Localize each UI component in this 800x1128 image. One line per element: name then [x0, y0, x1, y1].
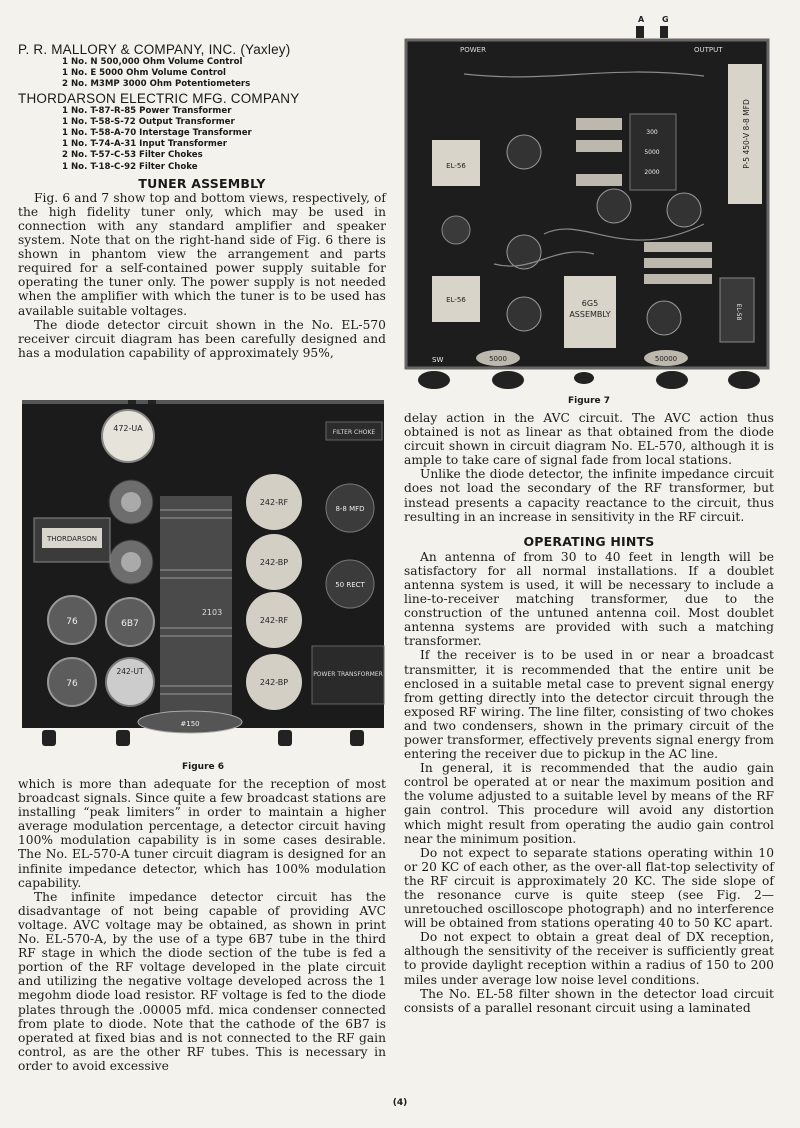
parts-item: 1 No. T-58-S-72 Output Transformer: [62, 116, 235, 127]
fig6-capacitor-label: 8-8 MFD: [335, 505, 365, 513]
fig6-tube-242ut: 242-UT: [116, 667, 144, 676]
parts-item: 1 No. T-87-R-85 Power Transformer: [62, 105, 232, 116]
fig6-can-3: 242-RF: [259, 616, 289, 625]
fig7-switch-label: SW: [432, 356, 444, 364]
fig6-can-2: 242-BP: [259, 558, 289, 567]
fig6-filter-choke-label: FILTER CHOKE: [332, 429, 376, 436]
fig7-terminal-g: G: [662, 15, 669, 24]
fig6-can-1: 242-RF: [259, 498, 289, 507]
right-paragraph-4: If the receiver is to be used in or near a broadcast transmitter, it is recommended that the entire unit be enclosed in a suitable metal case to prevent signal energy from getting directly into the detector circuit through the exposed RF wiring. The line filter, consisting of two chokes and two condensers, shown in the primary circuit of the power transformer, effectively prevents signal energy from entering the receiver due to pickup in the AC line.: [404, 648, 774, 762]
mallory-heading: P. R. MALLORY & COMPANY, INC. (Yaxley): [18, 42, 291, 57]
left-paragraph-1: which is more than adequate for the reception of most broadcast signals. Since quite a few broadcast stations are installing “peak limiters” in order to maintain a higher average modulation percentage, a detector circuit having 100% modulation capability is in some cases desirable. The No. EL-570-A tuner circuit diagram is designed for an infinite impedance detector, which has 100% modulation capability.: [18, 777, 386, 890]
figure-7-caption: Figure 7: [567, 396, 611, 406]
right-paragraph-1: delay action in the AVC circuit. The AVC action thus obtained is not as linear as that obtained from the diode circuit shown in circuit diagram No. EL-570, although it is ample to take care of signal fade from local stations.: [404, 411, 774, 468]
parts-item: 1 No. N 500,000 Ohm Volume Control: [62, 57, 243, 67]
fig6-tube-76a: 76: [66, 617, 78, 627]
fig7-pot-50000: 50000: [654, 355, 678, 363]
right-column: [404, 411, 774, 1015]
right-paragraph-7: Do not expect to obtain a great deal of DX reception, although the sensitivity of the receiver is sufficiently great to provide daylight reception within a radius of 150 to 200 miles under average low noise level conditions.: [404, 930, 774, 987]
fig6-rectifier-label: 50 RECT: [335, 581, 365, 589]
figure-7-photo: [404, 14, 774, 394]
left-bottom-column: [18, 777, 386, 1073]
fig6-thordarson-label: THORDARSON: [46, 535, 98, 543]
tuner-paragraph-1: Fig. 6 and 7 show top and bottom views, respectively, of the high fidelity tuner only, which may be used in connection with any standard amplifier and speaker system. Note that on the right-hand side of Fig. 6 there is shown in phantom view the arrangement and parts required for a self-contained power supply suitable for operating the tuner only. The power supply is not needed when the amplifier with which the tuner is to be used has available suitable voltages.: [18, 190, 386, 318]
fig7-res-300: 300: [646, 129, 658, 136]
fig7-el58-label: EL-58: [735, 303, 742, 321]
page-number: (4): [392, 1098, 408, 1108]
fig7-pot-5000: 5000: [489, 355, 507, 363]
operating-hints-heading: OPERATING HINTS: [523, 533, 655, 549]
parts-item: 1 No. T-18-C-92 Filter Choke: [62, 161, 198, 172]
fig7-output-label: OUTPUT: [694, 46, 723, 54]
parts-item: 1 No. T-74-A-31 Input Transformer: [62, 139, 227, 150]
fig6-can-4: 242-BP: [259, 678, 289, 687]
right-paragraph-5: In general, it is recommended that the audio gain control be operated at or near the maximum position and the volume adjusted to a suitable level by means of the RF gain control. This procedure will avoid any distortion which might result from operating the audio gain control near the minimum position.: [404, 761, 774, 846]
right-paragraph-6: Do not expect to separate stations operating within 10 or 20 KC of each other, as the over-all flat-top selectivity of the RF circuit is approximately 20 KC. The side slope of the resonance curve is quite steep (see Fig. 2—unretouched oscilloscope photograph) and no interference will be obtained from stations operating 40 to 50 KC apart.: [404, 845, 774, 931]
parts-item: 2 No. M3MP 3000 Ohm Potentiometers: [62, 79, 251, 90]
parts-item: 1 No. T-58-A-70 Interstage Transformer: [62, 128, 252, 139]
right-paragraph-8: The No. EL-58 filter shown in the detector load circuit consists of a parallel resonant circuit using a laminated: [404, 986, 774, 1015]
figure-6-caption: Figure 6: [181, 762, 225, 772]
parts-item: 1 No. E 5000 Ohm Volume Control: [62, 68, 226, 79]
fig7-assembly-label-1: 6G5: [581, 299, 599, 308]
fig6-power-transformer-label: POWER TRANSFORMER: [313, 671, 383, 678]
tuner-assembly-heading: TUNER ASSEMBLY: [138, 175, 266, 191]
fig7-terminal-a: A: [638, 15, 645, 24]
fig7-res-2000: 2000: [644, 169, 660, 176]
parts-item: 2 No. T-57-C-53 Filter Chokes: [62, 150, 203, 161]
thordarson-heading: THORDARSON ELECTRIC MFG. COMPANY: [18, 90, 300, 106]
fig7-res-5000b: 5000: [644, 149, 660, 156]
figure-6-photo: [20, 400, 386, 760]
fig6-gang-label: 2103: [201, 608, 223, 617]
fig7-assembly-label-2: ASSEMBLY: [569, 310, 611, 319]
fig7-el56-bottom: EL-56: [446, 296, 466, 304]
tuner-paragraph-2: The diode detector circuit shown in the No. EL-570 receiver circuit diagram has been carefully designed and has a modulation capability of approximately 95%,: [18, 317, 386, 360]
right-paragraph-3: An antenna of from 30 to 40 feet in length will be satisfactory for all normal installations. If a doublet antenna system is used, it will be necessary to include a line-to-receiver matching transformer, due to the construction of the untuned antenna coil. Most doublet antenna systems are provided with such a matching transformer.: [404, 549, 774, 649]
fig6-tube-6b7: 6B7: [121, 619, 139, 629]
mallory-parts-list: [18, 57, 386, 91]
thordarson-parts-list: [18, 106, 386, 173]
fig6-meter-label: 472-UA: [113, 424, 143, 433]
left-paragraph-2: The infinite impedance detector circuit has the disadvantage of not being capable of providing AVC voltage. AVC voltage may be obtained, as shown in print No. EL-570-A, by the use of a type 6B7 tube in the third RF stage in which the diode section of the tube is fed a portion of the RF voltage developed in the plate circuit and utilizing the negative voltage developed across the 1 megohm diode load resistor. RF voltage is fed to the diode plates through the .00005 mfd. mica condenser connected from plate to diode. Note that the cathode of the 6B7 is operated at fixed bias and is not connected to the RF gain control, as are the other RF tubes. This is necessary in order to avoid excessive: [18, 889, 386, 1073]
fig7-power-label: POWER: [460, 46, 486, 54]
fig6-dial-label: #150: [180, 720, 200, 728]
right-paragraph-2: Unlike the diode detector, the infinite impedance circuit does not load the secondary of the RF transformer, but instead presents a capacity reactance to the circuit, thus resulting in an increase in sensitivity in the RF circuit.: [404, 467, 774, 524]
fig7-capacitor-label: P-5 450-V 8-8 MFD: [742, 99, 751, 169]
fig7-el56-top: EL-56: [446, 162, 466, 170]
fig6-tube-76b: 76: [66, 679, 78, 689]
left-top-column: [18, 42, 386, 360]
